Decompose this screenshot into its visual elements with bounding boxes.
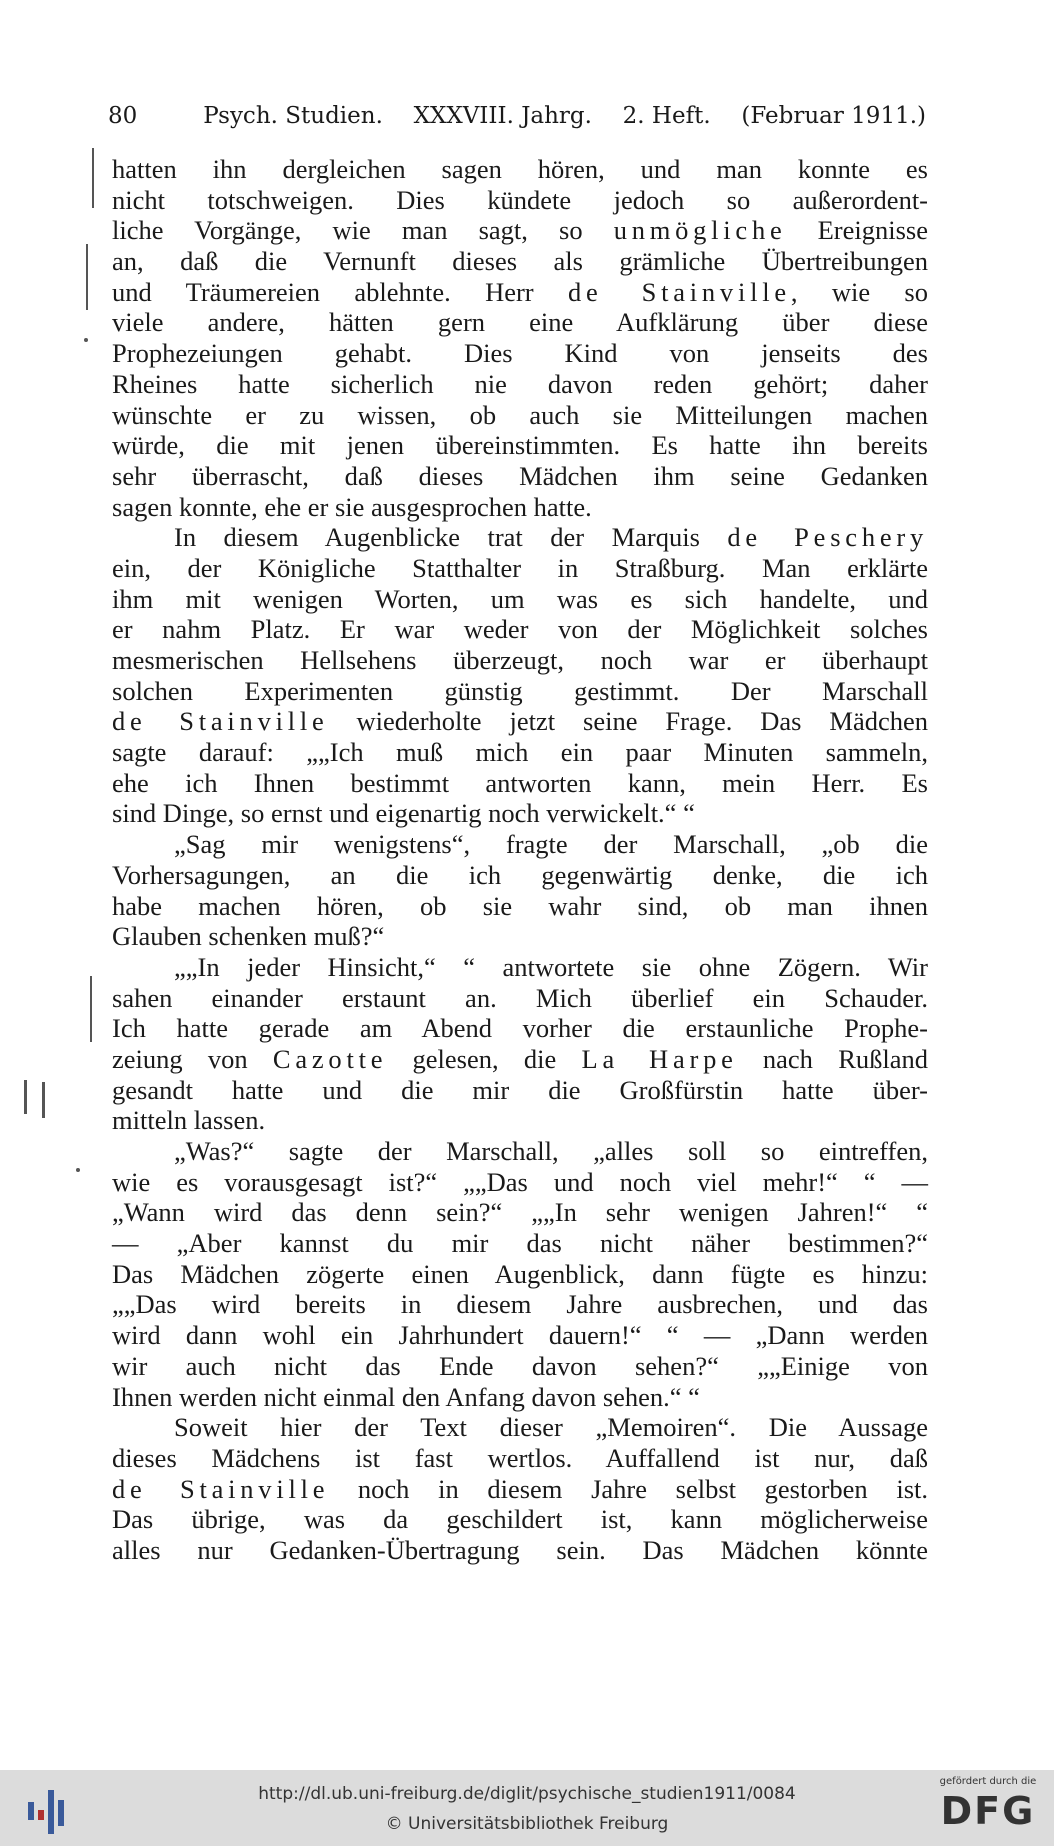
text-segment: In diesem Augenblicke trat der Marquis [174,522,728,553]
text-segment: Ereignisse [786,215,929,246]
text-line: Das Mädchen zögerte einen Augenblick, dann fügte es hinzu: [112,1258,928,1289]
issue-date: (Februar 1911.) [741,103,926,129]
text-line: Glauben schenken muß?“ [112,921,385,952]
text-line: wir auch nicht das Ende davon sehen?“ „„Einige von [112,1350,928,1381]
spaced-name: de Peschery [727,522,928,553]
margin-mark [92,148,94,208]
text-line: solchen Experimenten günstig gestimmt. Der Marschall [112,675,928,706]
text-line: sagen konnte, ehe er sie ausgesprochen hatte. [112,491,592,522]
body-text [112,154,928,1566]
viewer-footer [0,1770,1054,1846]
running-header [108,100,926,132]
text-line: Ich hatte gerade am Abend vorher die erstaunliche Prophe- [112,1013,928,1044]
text-segment: noch in diesem Jahre selbst gestorben ist. [329,1473,928,1504]
text-line: „„Das wird bereits in diesem Jahre ausbrechen, und das [112,1289,928,1320]
text-line: „„In jeder Hinsicht,“ “ antwortete sie ohne Zögern. Wir [174,951,928,982]
text-segment: zeiung von [112,1043,273,1074]
source-url-link[interactable]: http://dl.ub.uni-freiburg.de/diglit/psychische_studien1911/0084 [258,1784,796,1804]
text-line: an, daß die Vernunft dieses als grämliche Übertreibungen [112,246,928,277]
margin-dot [76,1168,80,1172]
text-line: wünschte er zu wissen, ob auch sie Mitteilungen machen [112,399,928,430]
text-line: nicht totschweigen. Dies kündete jedoch so außerordent- [112,184,928,215]
text-line: mesmerischen Hellsehens überzeugt, noch war er überhaupt [112,645,928,675]
text-line: — „Aber kannst du mir das nicht näher bestimmen?“ [112,1228,928,1259]
text-line: ihm mit wenigen Worten, um was es sich handelte, und [112,583,928,614]
text-line: Ihnen werden nicht einmal den Anfang davon sehen.“ “ [112,1381,700,1412]
text-line: „Wann wird das denn sein?“ „„In sehr wenigen Jahren!“ “ [112,1197,928,1228]
text-line [112,1474,928,1505]
text-segment: wiederholte jetzt seine Frage. Das Mädchen [328,706,928,737]
dfg-caption: gefördert durch die [939,1776,1037,1787]
text-line: gesandt hatte und die mir die Großfürstin hatte über- [112,1074,928,1105]
volume-label: XXXVIII. Jahrg. [413,103,592,129]
text-line: „Was?“ sagte der Marschall, „alles soll so eintreffen, [174,1136,928,1166]
text-line: sagte darauf: „„Ich muß mich ein paar Minuten sammeln, [112,737,928,768]
text-line: Das übrige, was da geschildert ist, kann möglicherweise [112,1504,928,1535]
text-line [112,1044,928,1075]
spaced-name: de Stainville [112,706,329,737]
text-line: sind Dinge, so ernst und eigenartig noch verwickelt.“ “ [112,798,695,829]
text-line: wird dann wohl ein Jahrhundert dauern!“ “ — „Dann werden [112,1320,928,1351]
text-line: ehe ich Ihnen bestimmt antworten kann, mein Herr. Es [112,767,928,798]
margin-mark [42,1082,45,1118]
text-line [112,522,928,553]
spaced-name: de Stainville [112,1473,330,1504]
page-number: 80 [108,103,138,129]
text-segment: gelesen, die [387,1043,582,1074]
issue-label: 2. Heft. [622,103,711,129]
text-line: Rheines hatte sicherlich nie davon reden gehört; daher [112,368,928,399]
margin-dot [84,338,88,342]
text-line: Vorhersagungen, an die ich gegenwärtig denke, die ich [112,859,928,890]
text-line: hatten ihn dergleichen sagen hören, und man konnte es [112,154,928,184]
text-line: alles nur Gedanken-Übertragung sein. Das Mädchen könnte [112,1534,928,1565]
text-line: Prophezeiungen gehabt. Dies Kind von jenseits des [112,338,928,369]
journal-title: Psych. Studien. [203,103,383,129]
text-line [112,215,928,246]
spaced-name: La Harpe [581,1043,738,1074]
text-line: dieses Mädchens ist fast wertlos. Auffallend ist nur, daß [112,1442,928,1473]
text-line: er nahm Platz. Er war weder von der Möglichkeit solches [112,614,928,645]
copyright-text: © Universitätsbibliothek Freiburg [385,1814,669,1834]
text-segment: und Träumereien ablehnte. Herr [112,276,568,307]
text-line: mitteln lassen. [112,1105,266,1136]
text-line: sahen einander erstaunt an. Mich überlief ein Schauder. [112,982,928,1013]
text-line [112,706,928,737]
spaced-name: unmögliche [613,215,787,246]
text-line: viele andere, hätten gern eine Aufklärung über diese [112,307,928,338]
text-line: sehr überrascht, daß dieses Mädchen ihm seine Gedanken [112,460,928,491]
spaced-name: de Stainville [567,276,791,307]
text-line [112,277,928,308]
text-line: „Sag mir wenigstens“, fragte der Marschall, „ob die [174,829,928,860]
text-line: Soweit hier der Text dieser „Memoiren“. Die Aussage [174,1412,928,1443]
text-line: ein, der Königliche Statthalter in Straßburg. Man erklärte [112,552,928,583]
text-line: würde, die mit jenen übereinstimmten. Es hatte ihn bereits [112,430,928,461]
margin-mark [24,1080,27,1114]
margin-mark [86,244,88,310]
text-segment: liche Vorgänge, wie man sagt, so [112,215,614,246]
dfg-wordmark: DFG [940,1789,1036,1833]
margin-mark [90,976,92,1042]
text-segment: nach Rußland [737,1043,928,1074]
text-segment: , wie so [790,276,928,307]
running-title [137,100,926,132]
spaced-name: Cazotte [272,1043,388,1074]
dfg-logo [932,1776,1044,1842]
text-line: wie es vorausgesagt ist?“ „„Das und noch viel mehr!“ “ — [112,1166,928,1197]
text-line: habe machen hören, ob sie wahr sind, ob man ihnen [112,890,928,921]
